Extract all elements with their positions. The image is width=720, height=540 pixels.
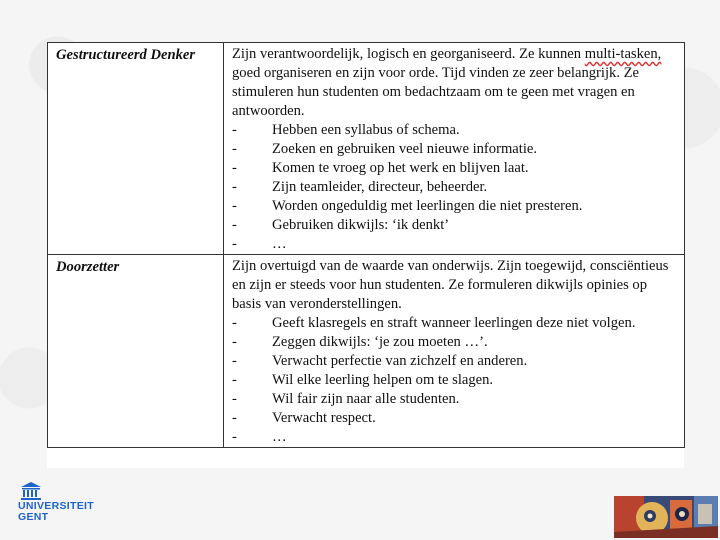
list-item-text: Zoeken en gebruiken veel nieuwe informatie.	[272, 141, 538, 157]
trait-list	[232, 121, 676, 254]
list-item	[232, 390, 676, 409]
profile-name: Gestructureerd Denker	[56, 47, 196, 63]
list-item-text: Zeggen dikwijls: ‘je zou moeten …’.	[272, 334, 488, 350]
list-item	[232, 352, 676, 371]
dash-marker: -	[232, 315, 237, 331]
table-row	[48, 43, 685, 255]
artwork-thumbnail	[614, 496, 718, 538]
profile-description	[232, 45, 676, 121]
list-item-text: Gebruiken dikwijls: ‘ik denkt’	[272, 217, 450, 233]
dash-marker: -	[232, 160, 237, 176]
list-item-text: Wil fair zijn naar alle studenten.	[272, 391, 460, 407]
profile-name-cell	[48, 255, 224, 448]
description-text: Zijn verantwoordelijk, logisch en georganiseerd. Ze kunnen	[232, 46, 585, 62]
trait-list	[232, 314, 676, 447]
list-item	[232, 121, 676, 140]
logo-text-line1: UNIVERSITEIT	[18, 500, 94, 512]
building-icon	[20, 481, 42, 501]
abstract-face-artwork-icon	[614, 496, 718, 538]
spellcheck-word: multi-tasken,	[584, 46, 662, 62]
list-item	[232, 314, 676, 333]
list-item	[232, 140, 676, 159]
dash-marker: -	[232, 141, 237, 157]
dash-marker: -	[232, 122, 237, 138]
list-item-text: Geeft klasregels en straft wanneer leerlingen deze niet volgen.	[272, 315, 636, 331]
list-item	[232, 371, 676, 390]
list-item-text: Komen te vroeg op het werk en blijven laat.	[272, 160, 529, 176]
description-text: goed organiseren en zijn voor orde. Tijd vinden ze zeer belangrijk. Ze stimuleren hun studenten om bedachtzaam om te geen met vragen en antwoorden.	[232, 65, 640, 119]
dash-marker: -	[232, 179, 237, 195]
profile-name: Doorzetter	[56, 259, 120, 275]
list-item	[232, 197, 676, 216]
dash-marker: -	[232, 236, 237, 252]
profile-desc-cell	[224, 255, 685, 448]
list-item	[232, 216, 676, 235]
dash-marker: -	[232, 372, 237, 388]
list-item-text: …	[272, 236, 287, 252]
university-logo	[18, 481, 94, 531]
dash-marker: -	[232, 429, 237, 445]
profile-name-cell	[48, 43, 224, 255]
list-item-text: Verwacht respect.	[272, 410, 376, 426]
list-item	[232, 235, 676, 254]
dash-marker: -	[232, 198, 237, 214]
list-item	[232, 428, 676, 447]
list-item-text: Worden ongeduldig met leerlingen die niet presteren.	[272, 198, 583, 214]
list-item-text: Verwacht perfectie van zichzelf en anderen.	[272, 353, 528, 369]
list-item-text: Zijn teamleider, directeur, beheerder.	[272, 179, 488, 195]
list-item-text: Hebben een syllabus of schema.	[272, 122, 460, 138]
dash-marker: -	[232, 410, 237, 426]
list-item-text: …	[272, 429, 287, 445]
list-item	[232, 178, 676, 197]
profile-desc-cell	[224, 43, 685, 255]
list-item	[232, 159, 676, 178]
list-item-text: Wil elke leerling helpen om te slagen.	[272, 372, 494, 388]
dash-marker: -	[232, 217, 237, 233]
list-item	[232, 333, 676, 352]
dash-marker: -	[232, 334, 237, 350]
dash-marker: -	[232, 391, 237, 407]
logo-text-line2: GENT	[18, 511, 49, 523]
list-item	[232, 409, 676, 428]
document-excerpt	[47, 42, 684, 468]
table-row	[48, 255, 685, 448]
dash-marker: -	[232, 353, 237, 369]
teacher-profile-table	[47, 42, 685, 448]
profile-description: Zijn overtuigd van de waarde van onderwijs. Zijn toegewijd, consciëntieus en zijn er steeds voor hun studenten. Ze formuleren dikwijls opinies op basis van veronderstellingen.	[232, 258, 669, 312]
